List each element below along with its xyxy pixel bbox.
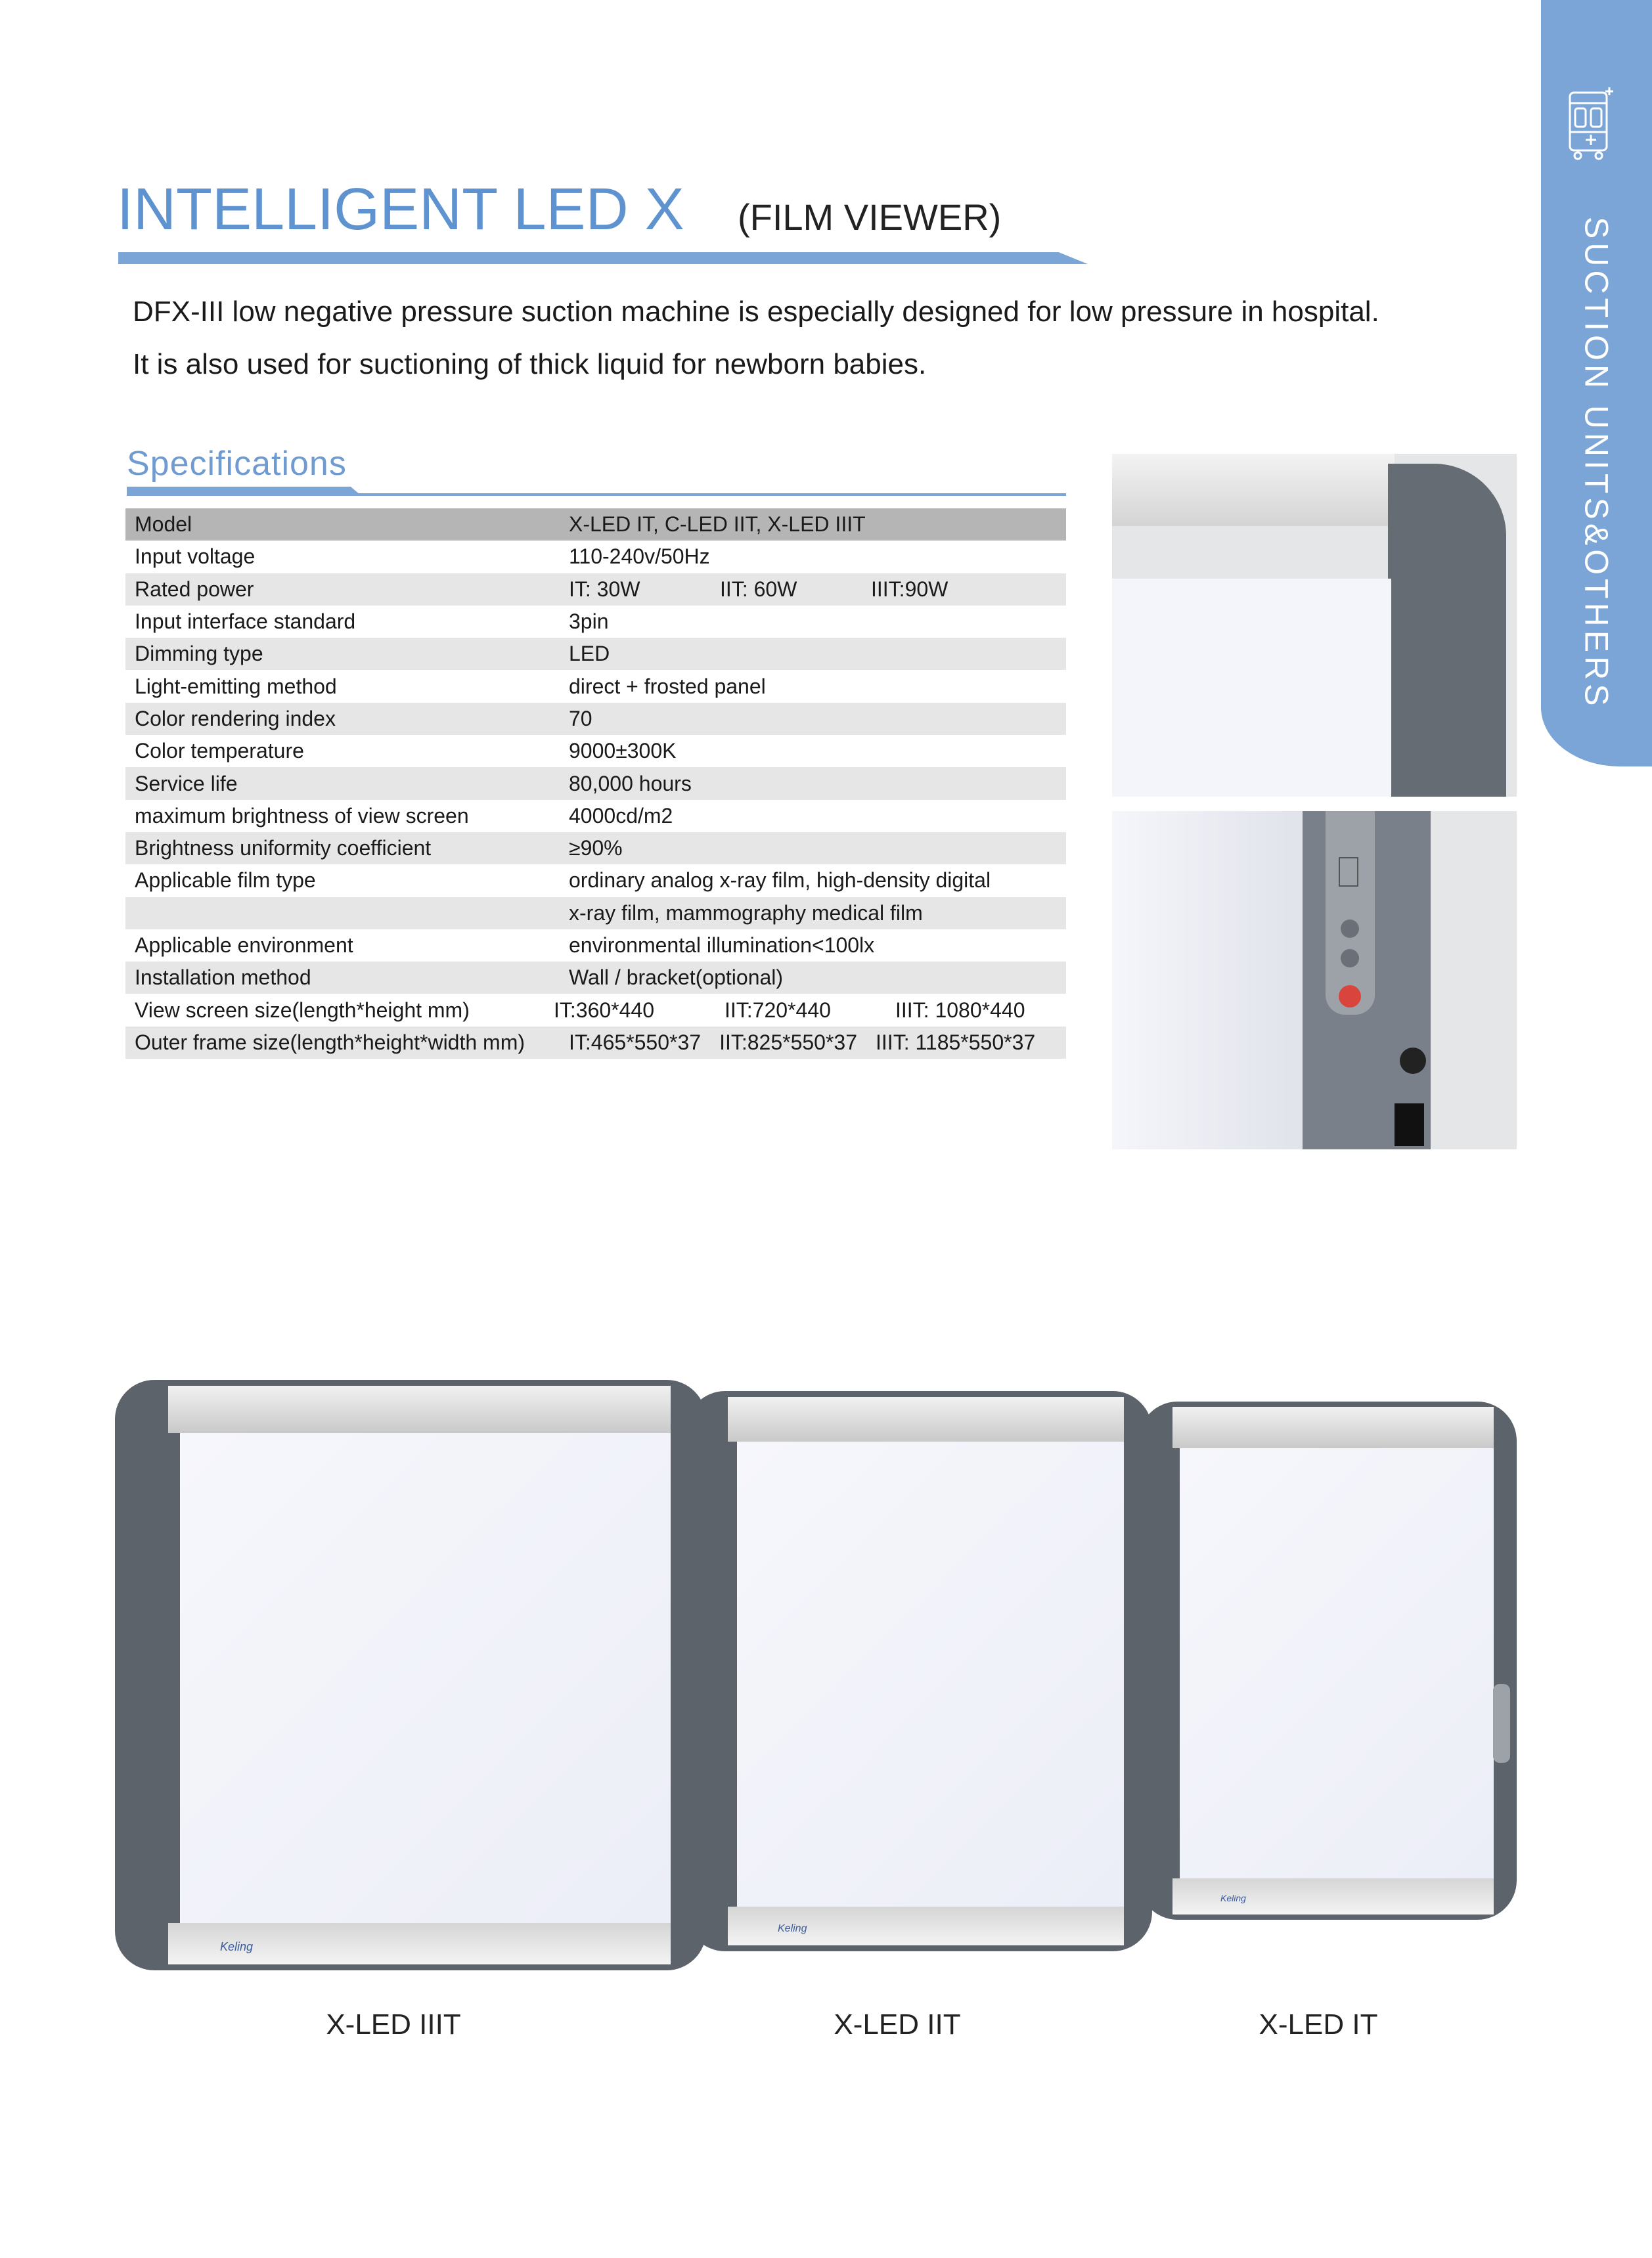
spec-row — [125, 638, 1066, 670]
product-label: X-LED IIT — [834, 2008, 961, 2041]
spec-key: Light-emitting method — [135, 674, 337, 698]
spec-value — [569, 544, 1066, 569]
spec-value — [569, 739, 1066, 763]
spec-value-part: 9000±300K — [569, 739, 677, 763]
brand-logo: Keling — [778, 1923, 807, 1934]
spec-key: Installation method — [135, 965, 311, 990]
spec-key: Applicable environment — [135, 933, 353, 957]
spec-value-part: IIIT:90W — [871, 577, 949, 601]
spec-key: Model — [135, 512, 192, 537]
spec-value-part: IIIT: 1185*550*37 — [876, 1030, 1036, 1054]
product-image-x-led-iiit — [115, 1380, 706, 1970]
page-title: INTELLIGENT LED X — [117, 177, 684, 242]
spec-value-part: 3pin — [569, 609, 609, 634]
spec-row — [125, 832, 1066, 864]
up-button-icon — [1341, 919, 1359, 938]
spec-row — [125, 703, 1066, 735]
spec-value — [569, 675, 1066, 699]
specifications-divider — [127, 493, 1066, 496]
spec-value — [569, 933, 1066, 958]
category-label: SUCTION UNITS&OTHERS — [1578, 217, 1615, 710]
spec-value-part: IT: 30W — [569, 577, 640, 601]
product-image-x-led-iit — [686, 1391, 1152, 1951]
spec-key: Rated power — [135, 577, 254, 601]
power-button-icon — [1339, 985, 1361, 1007]
spec-value-part: 70 — [569, 706, 592, 730]
spec-value-part: x-ray film, mammography medical film — [569, 900, 923, 925]
spec-value-part: IIT:720*440 — [725, 998, 831, 1022]
spec-value — [569, 1030, 1066, 1055]
spec-value-part: Wall / bracket(optional) — [569, 965, 784, 990]
spec-value-part: IT:360*440 — [554, 998, 655, 1022]
page-subtitle: (FILM VIEWER) — [738, 196, 1002, 238]
spec-value — [569, 901, 1066, 925]
spec-value-part: X-LED IT, C-LED IIT, X-LED IIIT — [569, 512, 866, 537]
spec-value — [569, 772, 1066, 796]
brand-logo: Keling — [1220, 1893, 1246, 1903]
spec-value-part: IT:465*550*37 — [569, 1030, 702, 1054]
spec-value-part: LED — [569, 642, 610, 666]
spec-key: Dimming type — [135, 642, 263, 666]
spec-row — [125, 897, 1066, 929]
spec-value — [569, 707, 1066, 731]
category-side-tab — [1541, 0, 1652, 766]
spec-row — [125, 767, 1066, 799]
suction-machine-icon — [1565, 82, 1617, 167]
description-line: It is also used for suctioning of thick liquid for newborn babies. — [133, 348, 927, 380]
spec-value-part: 80,000 hours — [569, 771, 692, 795]
spec-value-part: IIIT: 1080*440 — [895, 998, 1025, 1022]
spec-value — [569, 836, 1066, 860]
spec-key: Color rendering index — [135, 706, 336, 730]
down-button-icon — [1341, 949, 1359, 967]
spec-row — [125, 573, 1066, 606]
spec-key: Color temperature — [135, 739, 304, 763]
spec-value — [569, 512, 1066, 537]
specifications-heading: Specifications — [127, 445, 347, 483]
spec-row — [125, 1027, 1066, 1059]
brand-logo: Keling — [220, 1940, 254, 1953]
spec-value — [569, 804, 1066, 828]
spec-value-part: environmental illumination<100lx — [569, 933, 875, 957]
spec-row — [125, 929, 1066, 962]
spec-key: Outer frame size(length*height*width mm) — [135, 1030, 525, 1054]
spec-value-part: IIT: 60W — [720, 577, 797, 601]
description-line: DFX-III low negative pressure suction machine is especially designed for low pressure in hospital. — [133, 296, 1379, 328]
spec-row — [125, 994, 1066, 1026]
spec-row — [125, 606, 1066, 638]
spec-row — [125, 864, 1066, 897]
spec-value-part: ≥90% — [569, 836, 623, 860]
spec-value — [569, 868, 1066, 893]
product-label: X-LED IT — [1259, 2008, 1378, 2041]
spec-value-part: direct + frosted panel — [569, 674, 766, 698]
specifications-table — [125, 508, 1066, 1059]
spec-key: View screen size(length*height mm) — [135, 998, 470, 1022]
spec-row — [125, 670, 1066, 702]
spec-key: Service life — [135, 771, 238, 795]
product-detail-photo-controls — [1112, 811, 1517, 1149]
product-image-x-led-it — [1138, 1402, 1517, 1920]
spec-key: Input voltage — [135, 544, 256, 569]
spec-row — [125, 508, 1066, 541]
spec-row — [125, 541, 1066, 573]
spec-key: Input interface standard — [135, 609, 356, 634]
product-label: X-LED IIIT — [326, 2008, 461, 2041]
spec-key: Applicable film type — [135, 868, 316, 893]
spec-row — [125, 962, 1066, 994]
spec-row — [125, 735, 1066, 767]
spec-value — [569, 577, 1066, 602]
spec-value-part: 4000cd/m2 — [569, 803, 673, 828]
product-detail-photo-corner — [1112, 454, 1517, 797]
spec-value-part: ordinary analog x-ray film, high-density digital — [569, 868, 991, 893]
spec-value-part: IIT:825*550*37 — [719, 1030, 858, 1054]
spec-value-part: 110-240v/50Hz — [569, 544, 710, 569]
spec-key: Brightness uniformity coefficient — [135, 836, 432, 860]
spec-value — [554, 998, 1066, 1023]
spec-row — [125, 800, 1066, 832]
spec-value — [569, 609, 1066, 634]
spec-key: maximum brightness of view screen — [135, 803, 469, 828]
title-underline — [118, 252, 1088, 264]
spec-value — [569, 642, 1066, 666]
spec-value — [569, 965, 1066, 990]
